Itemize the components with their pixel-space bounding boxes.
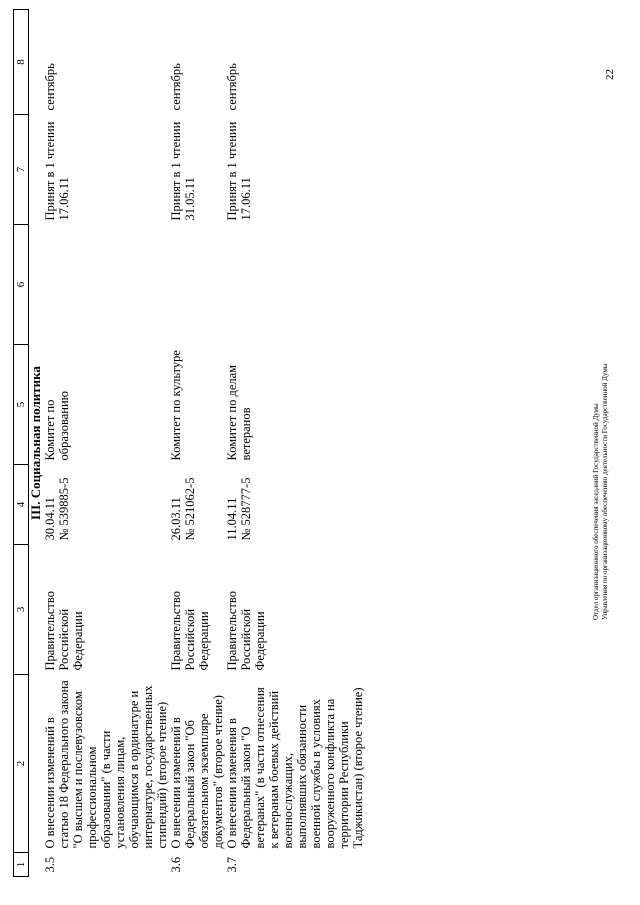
- planned-month: сентябрь: [169, 63, 183, 111]
- bill-title: О внесении изменений в Федеральный закон "Об обязательном экземпляре документов" (второе чтение): [169, 695, 225, 849]
- bill-status: Принят в 1 чтении 17.06.11: [43, 121, 71, 221]
- registration-date: 26.03.11: [169, 497, 183, 541]
- table-row: [225, 10, 365, 877]
- section-title: III. Социальная политика: [28, 366, 43, 520]
- bill-title: О внесении изменения в Федеральный закон "О ветеранах" (в части отнесения к ветеранам боевых действий военнослужащих, выполнявших обязанности военной службы в условиях вооруженного конфликта на территории Республики Таджикистан) (второе чтение): [225, 687, 365, 849]
- row-number: 3.7: [225, 856, 239, 873]
- registration-number: № 528777-5: [239, 477, 253, 541]
- column-6-cell: [43, 225, 169, 345]
- bill-status: Принят в 1 чтении 17.06.11: [225, 121, 253, 221]
- row-number: 3.5: [43, 856, 57, 873]
- committee: Комитет по образованию: [43, 390, 71, 461]
- bill-status: Принят в 1 чтении 31.05.11: [169, 121, 197, 221]
- registration-date: 11.04.11: [225, 497, 239, 541]
- column-number: 2: [14, 675, 29, 853]
- committee: Комитет по культуре: [169, 350, 183, 461]
- table-row: [169, 10, 225, 877]
- registration-number: № 521062-5: [183, 477, 197, 541]
- column-number-row: [14, 10, 29, 877]
- table-row: [43, 10, 169, 877]
- bill-author: Правительство Российской Федерации: [169, 591, 211, 671]
- bill-title: О внесении изменений в статью 18 Федерального закона "О высшем и послевузовском профессиональном образовании" (в части установления лицам, обучающимся в ординатуре и интернатуре, государственных стипендий) (второе чтение): [43, 680, 169, 849]
- column-number: 3: [14, 545, 29, 675]
- column-6-cell: [225, 225, 365, 345]
- column-number: 8: [14, 10, 29, 115]
- registration-cell: [225, 465, 365, 545]
- footer-line-1: Отдел организационного обеспечения заседаний Государственной Думы: [592, 403, 600, 620]
- committee: Комитет по делам ветеранов: [225, 364, 253, 461]
- footer-line-2: Управления по организационному обеспечению деятельности Государственной Думы: [601, 363, 609, 620]
- column-number: 4: [14, 465, 29, 545]
- column-number: 5: [14, 345, 29, 465]
- planned-month: сентябрь: [225, 63, 239, 111]
- registration-number: № 539885-5: [57, 477, 71, 541]
- page-footer: [592, 340, 610, 620]
- bill-author: Правительство Российской Федерации: [225, 591, 267, 671]
- column-number: 6: [14, 225, 29, 345]
- bill-author: Правительство Российской Федерации: [43, 591, 85, 671]
- legislation-table: [13, 9, 365, 877]
- section-row: [29, 10, 44, 877]
- page-number: 22: [604, 69, 616, 80]
- planned-month: сентябрь: [43, 63, 57, 111]
- column-number: 7: [14, 115, 29, 225]
- registration-cell: [43, 465, 169, 545]
- column-6-cell: [169, 225, 225, 345]
- row-number: 3.6: [169, 856, 183, 873]
- registration-cell: [169, 465, 225, 545]
- column-number: 1: [14, 853, 29, 877]
- registration-date: 30.04.11: [43, 497, 57, 541]
